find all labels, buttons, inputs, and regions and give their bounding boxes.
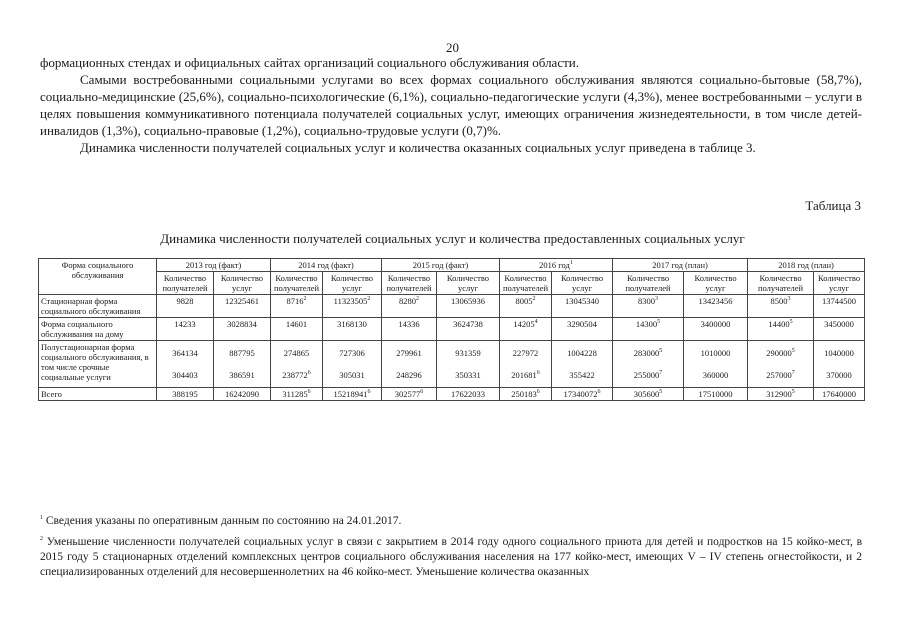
table-cell: 13045340 bbox=[552, 295, 613, 318]
column-subheader: Количество получателей bbox=[500, 272, 552, 295]
table-row bbox=[39, 295, 865, 318]
table-cell: 14400$^5$ bbox=[748, 318, 814, 341]
row-label: Всего bbox=[39, 388, 157, 401]
table-cell: 16242090 bbox=[214, 388, 271, 401]
row-label: Полустационарная форма социального обслуживания, в том числе срочные социальные услуги bbox=[39, 341, 157, 388]
table-cell: 3168130 bbox=[323, 318, 382, 341]
table-cell: 13744500 bbox=[814, 295, 865, 318]
table-cell: 17510000 bbox=[684, 388, 748, 401]
table-cell: 17622033 bbox=[437, 388, 500, 401]
table-cell: 8280$^2$ bbox=[382, 295, 437, 318]
table-cell: 8300$^3$ bbox=[613, 295, 684, 318]
table-header-row bbox=[39, 259, 865, 272]
row-label: Форма социального обслуживания на дому bbox=[39, 318, 157, 341]
cell-value: 931359 bbox=[455, 348, 481, 358]
table-subheader-row bbox=[39, 272, 865, 295]
year-header: 2017 год (план) bbox=[613, 259, 748, 272]
table-row bbox=[39, 341, 865, 388]
page-number: 20 bbox=[446, 40, 459, 55]
body-text bbox=[40, 54, 862, 156]
column-subheader: Количество получателей bbox=[748, 272, 814, 295]
table-cell: 250183$^6$ bbox=[500, 388, 552, 401]
cell-value-urgent: 305031 bbox=[339, 370, 365, 380]
year-header: 2016 год$^1$ bbox=[500, 259, 613, 272]
column-subheader: Количество получателей bbox=[382, 272, 437, 295]
row-label: Стационарная форма социального обслуживания bbox=[39, 295, 157, 318]
table-cell: 14205$^4$ bbox=[500, 318, 552, 341]
table-cell: 8500$^3$ bbox=[748, 295, 814, 318]
table-cell: 8716$^2$ bbox=[271, 295, 323, 318]
year-header: 2014 год (факт) bbox=[271, 259, 382, 272]
cell-value-urgent: 248296 bbox=[396, 370, 422, 380]
column-subheader: Количество получателей bbox=[613, 272, 684, 295]
table-cell bbox=[500, 341, 552, 388]
column-subheader: Количество услуг bbox=[323, 272, 382, 295]
table-cell: 305600$^5$ bbox=[613, 388, 684, 401]
year-header: 2013 год (факт) bbox=[157, 259, 271, 272]
table-cell: 14233 bbox=[157, 318, 214, 341]
cell-value: 227972 bbox=[512, 348, 539, 358]
cell-value: 1004228 bbox=[567, 348, 597, 358]
table-cell: 14601 bbox=[271, 318, 323, 341]
table-cell: 3290504 bbox=[552, 318, 613, 341]
column-subheader: Количество услуг bbox=[214, 272, 271, 295]
cell-value-urgent: 386591 bbox=[229, 370, 255, 380]
column-subheader: Количество услуг bbox=[437, 272, 500, 295]
cell-value: 727306 bbox=[339, 348, 365, 358]
table-cell: 14336 bbox=[382, 318, 437, 341]
table-cell bbox=[748, 341, 814, 388]
footnote: $^2$ Уменьшение численности получателей социальных услуг в связи с закрытием в 2014 году одного социального приюта для детей и подростков на 15 койко-мест, в 2015 году 5 стационарных отделений комплексных центров социального обслуживания населения на 177 койко-мест, имеющих V – IV степень огнестойкости, и 2 специализированных отделений для несовершеннолетних на 46 койко-мест. Уменьшение количества оказанных bbox=[40, 536, 863, 578]
table-cell: 3624738 bbox=[437, 318, 500, 341]
table-cell: 15218941$^6$ bbox=[323, 388, 382, 401]
table-cell: 312900$^5$ bbox=[748, 388, 814, 401]
paragraph: формационных стендах и официальных сайтах организаций социального обслуживания области. bbox=[40, 55, 579, 70]
table-cell: 388195 bbox=[157, 388, 214, 401]
cell-value-urgent: 355422 bbox=[569, 370, 595, 380]
data-table bbox=[38, 258, 865, 401]
footnotes bbox=[40, 514, 862, 586]
cell-value: 364134 bbox=[172, 348, 198, 358]
table-cell: 3450000 bbox=[814, 318, 865, 341]
table-cell bbox=[157, 341, 214, 388]
table-title: Динамика численности получателей социальных услуг и количества предоставленных социальных услуг bbox=[160, 231, 745, 246]
table-cell bbox=[613, 341, 684, 388]
cell-value-urgent: 350331 bbox=[455, 370, 481, 380]
cell-value: 274865 bbox=[283, 348, 310, 358]
cell-value: 1010000 bbox=[700, 348, 731, 358]
table-cell: 12325461 bbox=[214, 295, 271, 318]
column-subheader: Количество получателей bbox=[271, 272, 323, 295]
table-cell bbox=[437, 341, 500, 388]
cell-value-urgent: 370000 bbox=[826, 370, 852, 380]
cell-value: 283000$^5$ bbox=[633, 348, 663, 358]
cell-value-urgent: 238772$^6$ bbox=[282, 370, 311, 380]
table-label: Таблица 3 bbox=[805, 198, 861, 213]
paragraph: Динамика численности получателей социальных услуг и количества оказанных социальных услуг приведена в таблице 3. bbox=[80, 140, 756, 155]
table-cell bbox=[382, 341, 437, 388]
cell-value-urgent: 201681$^6$ bbox=[511, 370, 540, 380]
table-cell bbox=[552, 341, 613, 388]
table-cell bbox=[214, 341, 271, 388]
cell-value-urgent: 255000$^7$ bbox=[633, 370, 663, 380]
column-subheader: Количество услуг bbox=[684, 272, 748, 295]
cell-value: 290000$^5$ bbox=[766, 348, 795, 358]
table-cell bbox=[271, 341, 323, 388]
paragraph: Самыми востребованными социальными услугами во всех формах социального обслуживания являются социально-бытовые (58,7%), социально-медицинские (25,6%), социально-психологические (6,1%), социально-педагогические услуги (4,3%), менее востребованными – услуги в целях повышения коммуникативного потенциала получателей социальных услуг, имеющих ограничения жизнедеятельности, в том числе детей-инвалидов (1,3%), социально-правовые (1,2%), социально-трудовые услуги (0,7)%. bbox=[40, 72, 862, 138]
year-header: 2018 год (план) bbox=[748, 259, 865, 272]
table-cell: 13423456 bbox=[684, 295, 748, 318]
table-cell bbox=[684, 341, 748, 388]
year-header: 2015 год (факт) bbox=[382, 259, 500, 272]
table-cell: 302577$^6$ bbox=[382, 388, 437, 401]
column-subheader: Количество услуг bbox=[552, 272, 613, 295]
table-cell bbox=[323, 341, 382, 388]
cell-value-urgent: 360000 bbox=[702, 370, 729, 380]
table-cell: 9828 bbox=[157, 295, 214, 318]
cell-value: 1040000 bbox=[824, 348, 854, 358]
table-cell: 11323505$^2$ bbox=[323, 295, 382, 318]
form-header: Форма социального обслуживания bbox=[39, 259, 157, 295]
table-row bbox=[39, 318, 865, 341]
table-cell bbox=[814, 341, 865, 388]
footnote: $^1$ Сведения указаны по оперативным данным по состоянию на 24.01.2017. bbox=[40, 515, 402, 527]
table-cell: 3400000 bbox=[684, 318, 748, 341]
table-cell: 3028834 bbox=[214, 318, 271, 341]
table-cell: 17640000 bbox=[814, 388, 865, 401]
column-subheader: Количество услуг bbox=[814, 272, 865, 295]
cell-value: 887795 bbox=[229, 348, 255, 358]
table-row bbox=[39, 388, 865, 401]
column-subheader: Количество получателей bbox=[157, 272, 214, 295]
table-cell: 8005$^2$ bbox=[500, 295, 552, 318]
table-cell: 14300$^5$ bbox=[613, 318, 684, 341]
cell-value: 279961 bbox=[396, 348, 422, 358]
cell-value-urgent: 304403 bbox=[172, 370, 198, 380]
table-cell: 311285$^6$ bbox=[271, 388, 323, 401]
cell-value-urgent: 257000$^7$ bbox=[766, 370, 795, 380]
table-cell: 17340072$^6$ bbox=[552, 388, 613, 401]
table-cell: 13065936 bbox=[437, 295, 500, 318]
